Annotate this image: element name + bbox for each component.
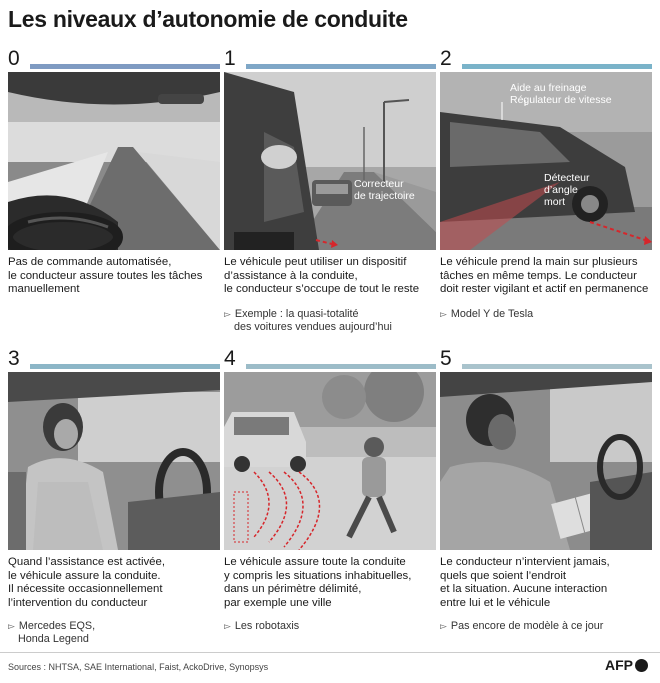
level-bar — [462, 64, 652, 69]
level-number: 2 — [440, 47, 452, 70]
level-bar — [462, 364, 652, 369]
level-4-illustration — [224, 372, 436, 550]
triangle-icon: ▻ — [440, 309, 447, 319]
level-3-illustration — [8, 372, 220, 550]
level-bar — [30, 64, 220, 69]
level-3-description: Quand l’assistance est activée, le véhicule assure la conduite. Il nécessite occasionnellement l’intervention du conducteur — [8, 556, 166, 609]
level-bar — [246, 64, 436, 69]
level-number: 0 — [8, 47, 20, 70]
level-bar — [30, 364, 220, 369]
braking-assist-label: Aide au freinage Régulateur de vitesse — [510, 82, 612, 106]
level-0-illustration — [8, 72, 220, 250]
level-4-example: ▻ Les robotaxis — [224, 620, 300, 632]
level-5-example: ▻ Pas encore de modèle à ce jour — [440, 620, 604, 632]
level-2-example: ▻ Model Y de Tesla — [440, 308, 534, 320]
logo-dot-icon — [635, 659, 648, 672]
level-bar — [246, 364, 436, 369]
level-2-illustration — [440, 72, 652, 250]
level-number: 3 — [8, 347, 20, 370]
level-0-description: Pas de commande automatisée, le conducteur assure toutes les tâches manuellement — [8, 256, 203, 296]
level-number: 4 — [224, 347, 236, 370]
triangle-icon: ▻ — [8, 621, 15, 631]
page-title: Les niveaux d’autonomie de conduite — [8, 6, 408, 32]
triangle-icon: ▻ — [224, 621, 231, 631]
level-number: 5 — [440, 347, 452, 370]
blind-spot-label: Détecteur d’angle mort — [544, 172, 590, 208]
triangle-icon: ▻ — [224, 309, 231, 319]
level-3-example: ▻ Mercedes EQS, Honda Legend — [8, 620, 96, 646]
level-1-illustration — [224, 72, 436, 250]
level-4-description: Le véhicule assure toute la conduite y compris les situations inhabituelles, dans un périmètre délimité, par exemple une ville — [224, 556, 412, 609]
afp-logo: AFP — [605, 657, 648, 673]
level-1-example: ▻ Exemple : la quasi-totalité des voitures vendues aujourd’hui — [224, 308, 392, 334]
level-5-description: Le conducteur n’intervient jamais, quels que soient l’endroit et la situation. Aucune interaction entre lui et le véhicule — [440, 556, 610, 609]
level-number: 1 — [224, 47, 236, 70]
level-2-description: Le véhicule prend la main sur plusieurs tâches en même temps. Le conducteur doit rester vigilant et actif en permanence — [440, 256, 649, 296]
level-1-description: Le véhicule peut utiliser un dispositif d’assistance à la conduite, le conducteur s’occupe de tout le reste — [224, 256, 420, 296]
trajectory-label: Correcteur de trajectoire — [354, 178, 415, 202]
triangle-icon: ▻ — [440, 621, 447, 631]
level-5-illustration — [440, 372, 652, 550]
footer-divider — [0, 652, 660, 653]
sources-credit: Sources : NHTSA, SAE International, Faist, AckoDrive, Synopsys — [8, 662, 269, 672]
